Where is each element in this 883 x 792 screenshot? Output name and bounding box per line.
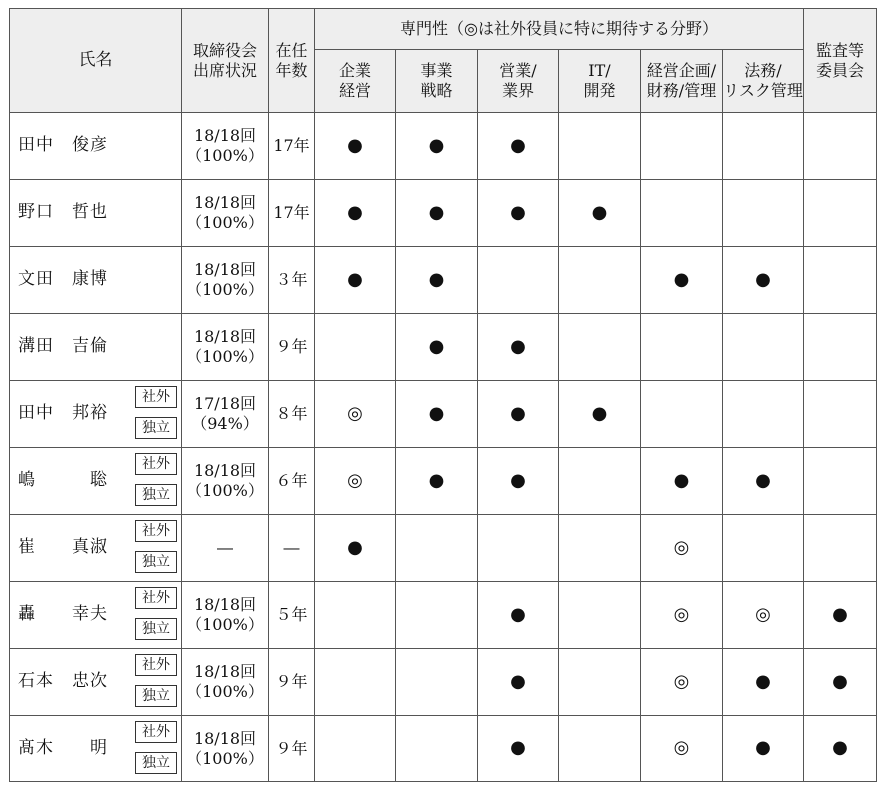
expertise-mark-cell [723, 515, 804, 582]
director-name: 文田 康博 [18, 269, 108, 290]
table-row [10, 314, 877, 381]
header-tenure-line2: 年数 [275, 60, 308, 80]
header-audit-line1: 監査等 [815, 40, 864, 60]
director-badges [135, 520, 177, 573]
independent-badge: 独立 [135, 752, 177, 774]
expertise-mark-cell [723, 180, 804, 247]
attendance-cell [182, 180, 269, 247]
expertise-mark-cell [396, 448, 478, 515]
filled-circle-mark: ● [510, 469, 526, 491]
director-name-cell [10, 716, 182, 782]
director-name-cell [10, 180, 182, 247]
audit-committee-cell [804, 716, 877, 782]
header-field-line1: 経営企画/ [646, 61, 717, 80]
attendance-cell [182, 716, 269, 782]
independent-badge: 独立 [135, 618, 177, 640]
expertise-mark-cell [478, 716, 559, 782]
table-row [10, 649, 877, 716]
expertise-mark-cell [396, 582, 478, 649]
expertise-mark-cell [641, 515, 723, 582]
audit-committee-cell [804, 381, 877, 448]
header-audit-line2: 委員会 [815, 60, 864, 80]
director-name: 石本 忠次 [18, 671, 108, 692]
attendance-cell [182, 649, 269, 716]
header-audit [804, 9, 877, 113]
outside-badge: 社外 [135, 721, 177, 743]
independent-badge: 独立 [135, 484, 177, 506]
double-circle-mark: ◎ [347, 469, 363, 491]
filled-circle-mark: ● [510, 402, 526, 424]
filled-circle-mark: ● [832, 737, 848, 759]
filled-circle-mark: ● [591, 402, 608, 424]
table-row [10, 381, 877, 448]
header-field-line2: 業界 [501, 81, 534, 100]
expertise-mark-cell [641, 582, 723, 649]
attendance-cell [182, 247, 269, 314]
expertise-mark-cell [478, 314, 559, 381]
attendance-count: 18/18回 [193, 461, 257, 480]
header-field-line1: IT/ [588, 61, 611, 80]
header-field-line2: 財務/管理 [646, 81, 717, 100]
expertise-mark-cell [723, 247, 804, 314]
double-circle-mark: ◎ [673, 536, 690, 558]
filled-circle-mark: ● [832, 603, 848, 625]
table-header [10, 9, 877, 113]
independent-badge: 独立 [135, 551, 177, 573]
tenure-cell: ８年 [269, 381, 315, 448]
expertise-mark-cell [315, 716, 396, 782]
expertise-mark-cell [559, 649, 641, 716]
double-circle-mark: ◎ [673, 603, 690, 625]
table-row [10, 448, 877, 515]
director-name-cell [10, 448, 182, 515]
attendance-count: ― [217, 538, 233, 557]
audit-committee-cell [804, 582, 877, 649]
director-name-cell [10, 113, 182, 180]
attendance-cell [182, 582, 269, 649]
expertise-mark-cell [641, 113, 723, 180]
attendance-percent: （100%） [186, 682, 264, 701]
header-field-line2: リスク管理 [723, 81, 803, 100]
filled-circle-mark: ● [591, 201, 608, 223]
double-circle-mark: ◎ [673, 737, 690, 759]
tenure-cell: ５年 [269, 582, 315, 649]
director-name: 轟 幸夫 [18, 604, 108, 625]
expertise-mark-cell [315, 582, 396, 649]
expertise-mark-cell [641, 247, 723, 314]
outside-badge: 社外 [135, 654, 177, 676]
expertise-mark-cell [641, 180, 723, 247]
independent-badge: 独立 [135, 685, 177, 707]
director-name: 野口 哲也 [18, 202, 108, 223]
filled-circle-mark: ● [428, 335, 445, 357]
expertise-mark-cell [641, 649, 723, 716]
expertise-mark-cell [723, 448, 804, 515]
filled-circle-mark: ● [510, 737, 526, 759]
filled-circle-mark: ● [428, 402, 445, 424]
director-name-cell [10, 649, 182, 716]
expertise-mark-cell [315, 113, 396, 180]
expertise-mark-cell [396, 716, 478, 782]
filled-circle-mark: ● [510, 603, 526, 625]
filled-circle-mark: ● [832, 670, 848, 692]
expertise-mark-cell [559, 113, 641, 180]
attendance-percent: （100%） [186, 481, 264, 500]
filled-circle-mark: ● [673, 469, 690, 491]
outside-badge: 社外 [135, 520, 177, 542]
header-attendance-line2: 出席状況 [192, 60, 257, 80]
expertise-mark-cell [315, 448, 396, 515]
filled-circle-mark: ● [428, 469, 445, 491]
tenure-cell: ― [269, 515, 315, 582]
expertise-mark-cell [315, 515, 396, 582]
tenure-cell: 17年 [269, 180, 315, 247]
header-field-0 [315, 50, 396, 113]
double-circle-mark: ◎ [755, 603, 771, 625]
filled-circle-mark: ● [347, 536, 363, 558]
attendance-cell [182, 314, 269, 381]
expertise-mark-cell [723, 314, 804, 381]
attendance-cell [182, 515, 269, 582]
expertise-mark-cell [723, 716, 804, 782]
director-name: 田中 邦裕 [18, 403, 108, 424]
header-field-line1: 法務/ [744, 61, 782, 80]
expertise-mark-cell [478, 582, 559, 649]
audit-committee-cell [804, 247, 877, 314]
filled-circle-mark: ● [347, 268, 363, 290]
table-row [10, 582, 877, 649]
expertise-mark-cell [396, 314, 478, 381]
director-badges [135, 654, 177, 707]
header-field-line1: 営業/ [499, 61, 537, 80]
header-field-line2: 戦略 [420, 81, 453, 100]
header-field-2 [478, 50, 559, 113]
expertise-mark-cell [723, 582, 804, 649]
director-name: 髙木 明 [18, 737, 108, 758]
expertise-mark-cell [723, 649, 804, 716]
filled-circle-mark: ● [347, 201, 363, 223]
filled-circle-mark: ● [510, 201, 526, 223]
filled-circle-mark: ● [673, 268, 690, 290]
header-attendance-line1: 取締役会 [192, 40, 257, 60]
expertise-mark-cell [559, 716, 641, 782]
expertise-mark-cell [315, 381, 396, 448]
double-circle-mark: ◎ [673, 670, 690, 692]
attendance-percent: （100%） [186, 213, 264, 232]
expertise-mark-cell [723, 113, 804, 180]
table-row [10, 180, 877, 247]
expertise-mark-cell [559, 180, 641, 247]
header-field-line2: 経営 [338, 81, 371, 100]
expertise-mark-cell [641, 448, 723, 515]
expertise-mark-cell [641, 716, 723, 782]
expertise-mark-cell [315, 247, 396, 314]
expertise-mark-cell [559, 381, 641, 448]
header-field-3 [559, 50, 641, 113]
expertise-mark-cell [559, 515, 641, 582]
expertise-mark-cell [559, 314, 641, 381]
expertise-mark-cell [641, 314, 723, 381]
audit-committee-cell [804, 649, 877, 716]
filled-circle-mark: ● [755, 737, 771, 759]
director-skill-matrix [9, 8, 877, 782]
director-name: 嶋 聡 [18, 470, 108, 491]
table-row [10, 113, 877, 180]
table-row [10, 716, 877, 782]
tenure-cell: ９年 [269, 649, 315, 716]
table-row [10, 515, 877, 582]
filled-circle-mark: ● [755, 268, 771, 290]
expertise-mark-cell [396, 381, 478, 448]
audit-committee-cell [804, 515, 877, 582]
attendance-percent: （100%） [186, 615, 264, 634]
filled-circle-mark: ● [347, 134, 363, 156]
tenure-cell: ９年 [269, 314, 315, 381]
expertise-mark-cell [723, 381, 804, 448]
expertise-mark-cell [315, 180, 396, 247]
double-circle-mark: ◎ [347, 402, 363, 424]
attendance-count: 18/18回 [193, 193, 257, 212]
attendance-count: 17/18回 [193, 394, 257, 413]
director-name-cell [10, 247, 182, 314]
expertise-mark-cell [478, 180, 559, 247]
independent-badge: 独立 [135, 417, 177, 439]
expertise-mark-cell [396, 515, 478, 582]
expertise-mark-cell [478, 381, 559, 448]
audit-committee-cell [804, 113, 877, 180]
header-name: 氏名 [10, 9, 182, 113]
director-name: 溝田 吉倫 [18, 336, 108, 357]
filled-circle-mark: ● [755, 469, 771, 491]
expertise-mark-cell [315, 649, 396, 716]
outside-badge: 社外 [135, 587, 177, 609]
attendance-cell [182, 448, 269, 515]
expertise-mark-cell [641, 381, 723, 448]
director-name: 崔 真淑 [18, 537, 108, 558]
outside-badge: 社外 [135, 386, 177, 408]
attendance-count: 18/18回 [193, 595, 257, 614]
filled-circle-mark: ● [428, 268, 445, 290]
director-badges [135, 721, 177, 774]
attendance-percent: （94%） [191, 414, 259, 433]
table-row [10, 247, 877, 314]
attendance-percent: （100%） [186, 347, 264, 366]
expertise-mark-cell [478, 515, 559, 582]
audit-committee-cell [804, 180, 877, 247]
filled-circle-mark: ● [510, 335, 526, 357]
expertise-mark-cell [478, 247, 559, 314]
director-name-cell [10, 582, 182, 649]
expertise-mark-cell [396, 180, 478, 247]
tenure-cell: ６年 [269, 448, 315, 515]
filled-circle-mark: ● [510, 670, 526, 692]
header-field-line1: 事業 [420, 61, 453, 80]
expertise-mark-cell [478, 649, 559, 716]
header-tenure [269, 9, 315, 113]
expertise-mark-cell [559, 582, 641, 649]
expertise-mark-cell [478, 448, 559, 515]
attendance-count: 18/18回 [193, 662, 257, 681]
header-field-line1: 企業 [338, 61, 371, 80]
director-name-cell [10, 515, 182, 582]
attendance-count: 18/18回 [193, 260, 257, 279]
director-badges [135, 386, 177, 439]
expertise-mark-cell [396, 113, 478, 180]
director-badges [135, 453, 177, 506]
expertise-mark-cell [315, 314, 396, 381]
filled-circle-mark: ● [428, 201, 445, 223]
filled-circle-mark: ● [428, 134, 445, 156]
director-name-cell [10, 381, 182, 448]
expertise-mark-cell [559, 247, 641, 314]
attendance-percent: （100%） [186, 146, 264, 165]
filled-circle-mark: ● [755, 670, 771, 692]
header-field-5 [723, 50, 804, 113]
table-body [10, 113, 877, 782]
tenure-cell: ９年 [269, 716, 315, 782]
attendance-percent: （100%） [186, 280, 264, 299]
attendance-percent: （100%） [186, 748, 264, 768]
director-name: 田中 俊彦 [18, 135, 108, 156]
expertise-mark-cell [559, 448, 641, 515]
header-field-4 [641, 50, 723, 113]
attendance-count: 18/18回 [193, 327, 257, 346]
expertise-mark-cell [396, 247, 478, 314]
attendance-cell [182, 113, 269, 180]
filled-circle-mark: ● [510, 134, 526, 156]
tenure-cell: ３年 [269, 247, 315, 314]
expertise-mark-cell [396, 649, 478, 716]
header-field-1 [396, 50, 478, 113]
header-expertise: 専門性（◎は社外役員に特に期待する分野） [315, 9, 804, 50]
director-name-cell [10, 314, 182, 381]
attendance-count: 18/18回 [193, 126, 257, 145]
attendance-cell [182, 381, 269, 448]
attendance-count: 18/18回 [193, 728, 257, 748]
audit-committee-cell [804, 448, 877, 515]
audit-committee-cell [804, 314, 877, 381]
header-tenure-line1: 在任 [275, 40, 308, 60]
expertise-mark-cell [478, 113, 559, 180]
header-attendance [182, 9, 269, 113]
outside-badge: 社外 [135, 453, 177, 475]
tenure-cell: 17年 [269, 113, 315, 180]
header-field-line2: 開発 [583, 81, 616, 100]
director-badges [135, 587, 177, 640]
